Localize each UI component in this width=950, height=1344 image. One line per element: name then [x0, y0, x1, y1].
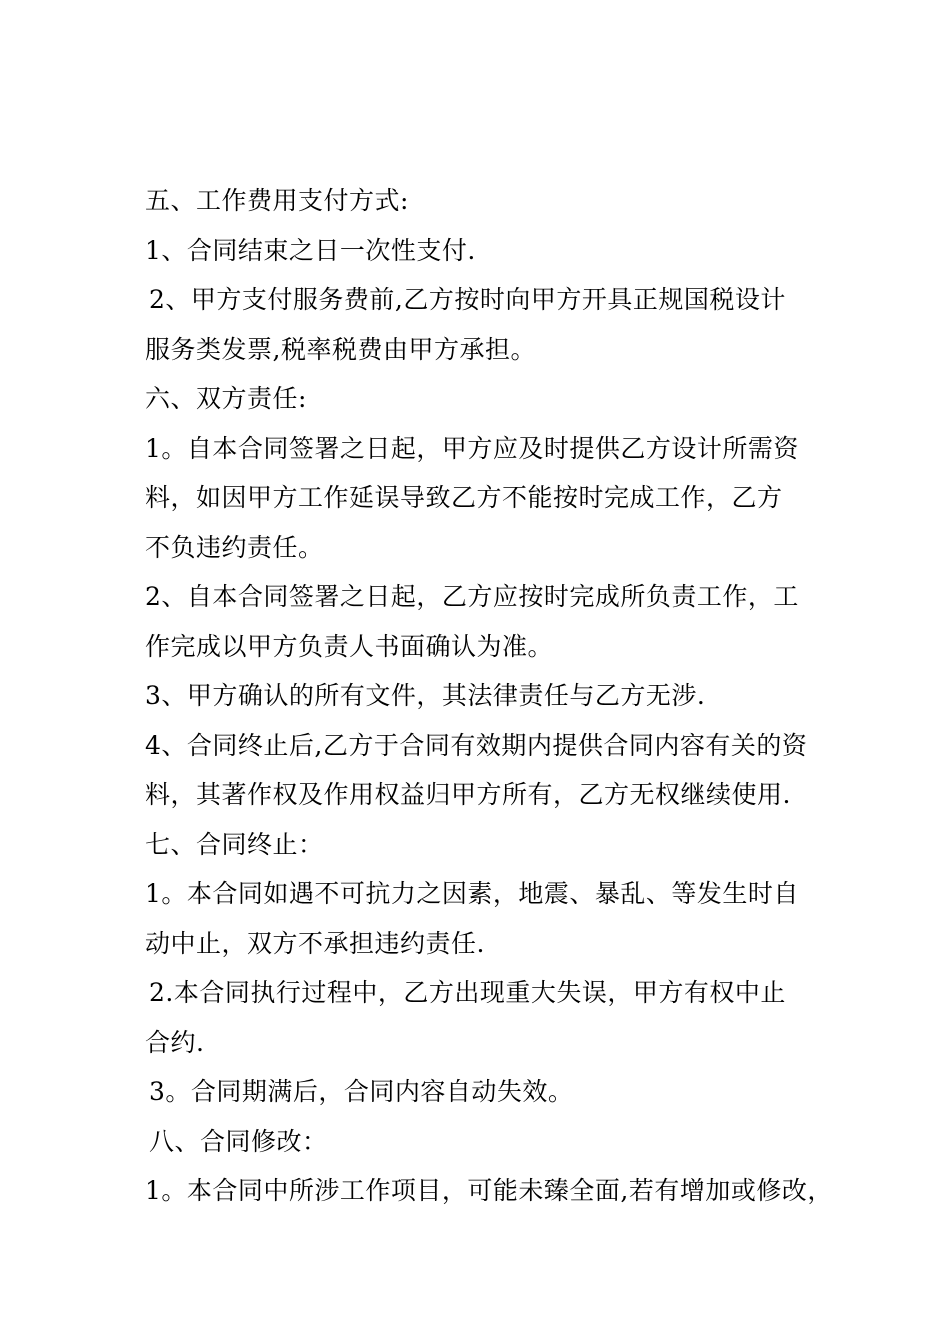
paragraph-line: 1、合同结束之日一次性支付.	[145, 235, 476, 265]
paragraph-line: 2、自本合同签署之日起，乙方应按时完成所负责工作，工	[145, 582, 799, 611]
section-heading-termination: 七、合同终止：	[145, 829, 324, 859]
section-heading-payment: 五、工作费用支付方式:	[145, 186, 409, 215]
paragraph-line: 料，如因甲方工作延误导致乙方不能按时完成工作，乙方	[145, 483, 783, 512]
paragraph-line: 料，其著作权及作用权益归甲方所有，乙方无权继续使用.	[145, 780, 791, 809]
paragraph-line: 3、甲方确认的所有文件，其法律责任与乙方无涉.	[145, 681, 706, 710]
paragraph-line: 2、甲方支付服务费前,乙方按时向甲方开具正规国税设计	[149, 285, 786, 314]
paragraph-line: 1。本合同如遇不可抗力之因素，地震、暴乱、等发生时自	[145, 879, 799, 908]
paragraph-line: 4、合同终止后,乙方于合同有效期内提供合同内容有关的资	[145, 730, 808, 760]
paragraph-line: 合约.	[145, 1027, 205, 1057]
paragraph-line: 3。合同期满后，合同内容自动失效。	[149, 1077, 574, 1106]
paragraph-line: 2.本合同执行过程中，乙方出现重大失误，甲方有权中止	[149, 978, 786, 1007]
section-heading-amendment: 八、合同修改：	[149, 1126, 328, 1156]
paragraph-line: 动中止，双方不承担违约责任.	[145, 928, 485, 958]
paragraph-line: 服务类发票,税率税费由甲方承担。	[145, 334, 536, 364]
paragraph-line: 1。本合同中所涉工作项目，可能未臻全面,若有增加或修改，	[145, 1176, 833, 1205]
section-heading-responsibilities: 六、双方责任:	[145, 384, 307, 413]
paragraph-line: 1。自本合同签署之日起，甲方应及时提供乙方设计所需资	[145, 433, 799, 463]
contract-body	[145, 176, 833, 1216]
paragraph-line: 不负违约责任。	[145, 532, 324, 562]
paragraph-line: 作完成以甲方负责人书面确认为准。	[145, 631, 554, 661]
